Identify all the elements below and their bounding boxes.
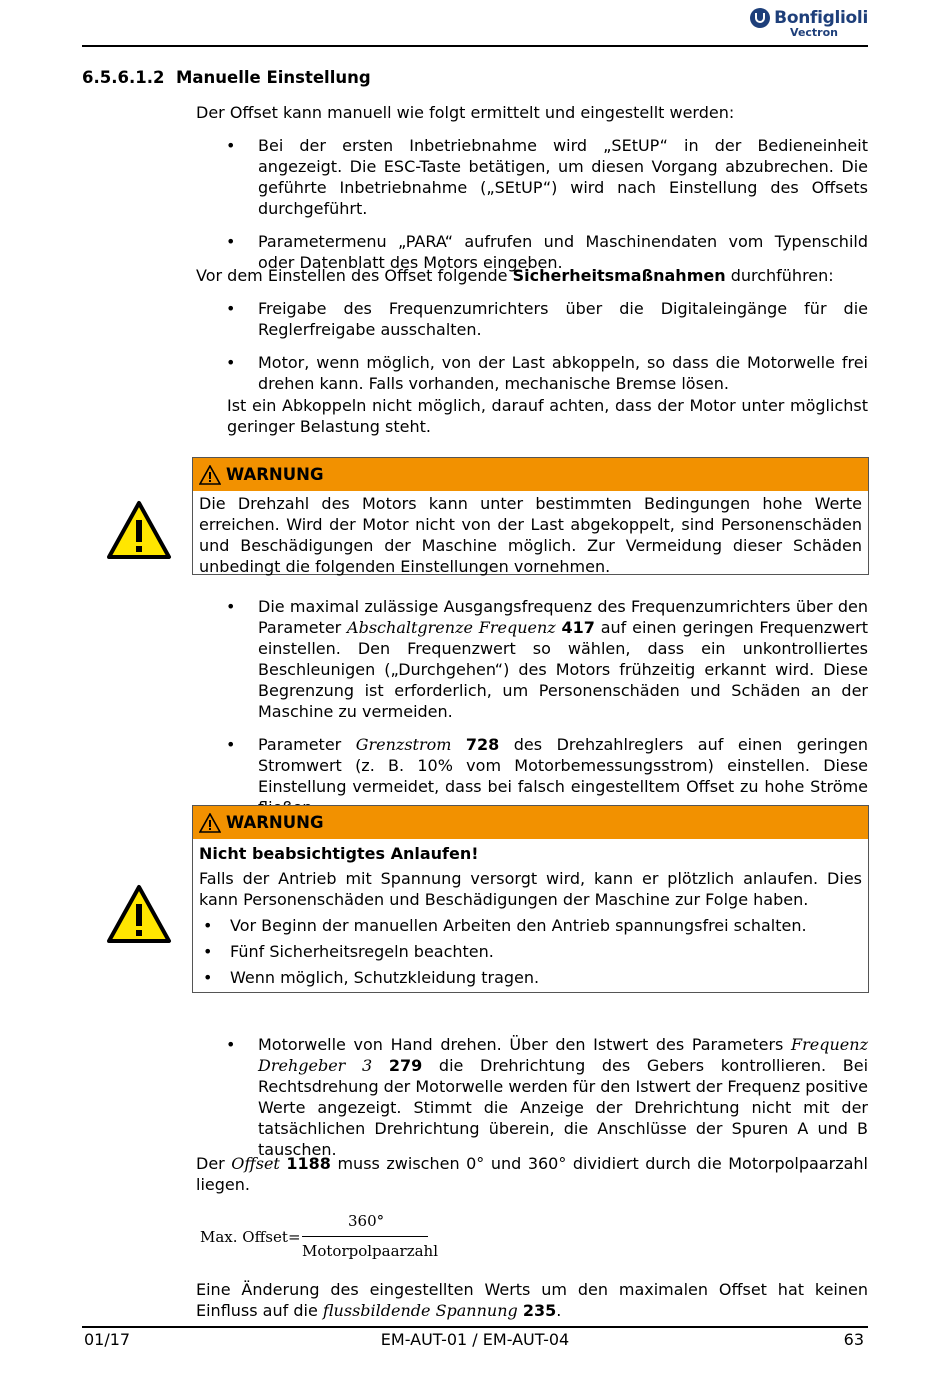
- section-heading: [82, 68, 371, 87]
- warning-title: Nicht beabsichtigtes Anlaufen!: [199, 844, 479, 863]
- safety-intro-after: durchführen:: [725, 266, 834, 285]
- safety-intro-before: Vor dem Einstellen des Offset folgende: [196, 266, 513, 285]
- warning-triangle-icon: [199, 813, 221, 833]
- warning-triangle-icon: [199, 465, 221, 485]
- footer-doc-id: EM-AUT-01 / EM-AUT-04: [380, 1330, 570, 1349]
- list-item: • Die maximal zulässige Ausgangsfrequenz des Frequenzumrichters über den Parameter Abschaltgrenze Frequenz 417 auf einen geringen Frequenzwert einstellen. Den Frequenzwert so wählen, dass ein unkontrolliertes Beschleunigen („Durchgehen“) des Motors frühzeitig erkannt wird. Diese Begrenzung ist erforderlich, um Personenschäden und Schäden an der Maschine zu vermeiden.: [196, 596, 868, 722]
- list-item: • Motor, wenn möglich, von der Last abkoppeln, so dass die Motorwelle frei drehen kann. Falls vorhanden, mechanische Bremse lösen.: [196, 352, 868, 394]
- decouple-note: Ist ein Abkoppeln nicht möglich, darauf achten, dass der Motor unter möglichst geringer Belastung steht.: [227, 396, 868, 436]
- intro-paragraph: [196, 102, 868, 123]
- offset-formula: [198, 1208, 438, 1268]
- parameter-name: flussbildende Spannung: [322, 1301, 518, 1320]
- parameter-name: Frequenz Drehgeber 3: [258, 1035, 868, 1075]
- parameter-number: 235: [522, 1301, 557, 1320]
- parameter-name: Grenzstrom: [355, 735, 452, 754]
- list-item: • Parametermenu „PARA“ aufrufen und Maschinendaten vom Typenschild oder Datenblatt des Motors eingeben.: [196, 231, 868, 273]
- warning-label: WARNUNG: [226, 813, 324, 832]
- brand-name: Bonfiglioli: [774, 8, 868, 28]
- list-item: • Motorwelle von Hand drehen. Über den Istwert des Parameters Frequenz Drehgeber 3 279 die Drehrichtung des Gebers kontrollieren. Bei Rechtsdrehung der Motorwelle werden für den Istwert der Frequenz positive Werte angezeigt. Stimmt die Anzeige der Drehrichtung nicht mit der tatsächlichen Drehrichtung überein, die Anschlüsse der Spuren A und B tauschen.: [196, 1034, 868, 1160]
- warning-list-item: • Vor Beginn der manuellen Arbeiten den Antrieb spannungsfrei schalten.: [199, 915, 862, 936]
- parameter-number: 728: [465, 735, 500, 754]
- warning-text: Die Drehzahl des Motors kann unter bestimmten Bedingungen hohe Werte erreichen. Wird der Motor nicht von der Last abgekoppelt, sind Personenschäden und Beschädigungen der Maschine möglich. Zur Vermeidung dieser Schäden unbedingt die folgenden Einstellungen vornehmen.: [199, 494, 862, 576]
- formula-numerator: 360°: [348, 1212, 385, 1230]
- warning-header: [193, 458, 868, 491]
- warning-box: [192, 805, 869, 993]
- warning-box: [192, 457, 869, 575]
- bullet-list-d: [196, 1034, 868, 1160]
- warning-list-item: • Fünf Sicherheitsregeln beachten.: [199, 941, 862, 962]
- footer-date: 01/17: [84, 1330, 131, 1349]
- fraction-line: [302, 1236, 428, 1237]
- bullet-list-c: [196, 596, 868, 818]
- list-item: • Freigabe des Frequenzumrichters über die Digitaleingänge für die Reglerfreigabe ausschalten.: [196, 298, 868, 340]
- page-number: 63: [843, 1330, 864, 1349]
- brand-sub: Vectron: [790, 26, 838, 39]
- hazard-warning-icon: [106, 500, 172, 560]
- bonfiglioli-logo-icon: [750, 8, 770, 28]
- footer-rule: [82, 1326, 868, 1328]
- intro-text: Der Offset kann manuell wie folgt ermittelt und eingestellt werden:: [196, 103, 735, 122]
- bullet-list-a: [196, 135, 868, 273]
- formula-equals: =: [288, 1228, 301, 1246]
- hazard-warning-icon: [106, 884, 172, 944]
- formula-denominator: Motorpolpaarzahl: [302, 1242, 439, 1260]
- bullet-list-b: [196, 298, 868, 394]
- warning-content: [193, 839, 868, 988]
- section-number: 6.5.6.1.2: [82, 68, 165, 87]
- safety-intro: [196, 265, 868, 286]
- warning-text: Falls der Antrieb mit Spannung versorgt wird, kann er plötzlich anlaufen. Dies kann Personenschäden und Beschädigungen der Maschine zur Folge haben.: [199, 869, 862, 909]
- parameter-name: Abschaltgrenze Frequenz: [347, 618, 556, 637]
- section-title: Manuelle Einstellung: [175, 68, 371, 87]
- parameter-number: 417: [561, 618, 595, 637]
- parameter-name: Offset: [231, 1154, 280, 1173]
- formula-lhs: Max. Offset: [200, 1228, 288, 1246]
- brand-logo: [748, 8, 868, 46]
- warning-header: [193, 806, 868, 839]
- warning-list-item: • Wenn möglich, Schutzkleidung tragen.: [199, 967, 862, 988]
- header-rule: [82, 45, 868, 47]
- final-paragraph: Eine Änderung des eingestellten Werts um den maximalen Offset hat keinen Einfluss auf die flussbildende Spannung 235.: [196, 1280, 868, 1320]
- parameter-number: 279: [388, 1056, 423, 1075]
- list-item: • Parameter Grenzstrom 728 des Drehzahlreglers auf einen geringen Stromwert (z. B. 10% vom Motorbemessungsstrom) einstellen. Diese Einstellung vermeidet, dass bei falsch eingestelltem Offset zu hohe Ströme: [196, 734, 868, 818]
- offset-paragraph: Der Offset 1188 muss zwischen 0° und 360° dividiert durch die Motorpolpaarzahl liegen.: [196, 1154, 868, 1194]
- parameter-number: 1188: [286, 1154, 331, 1173]
- safety-intro-bold: Sicherheitsmaßnahmen: [512, 266, 726, 285]
- warning-label: WARNUNG: [226, 465, 324, 484]
- list-item: • Bei der ersten Inbetriebnahme wird „SEtUP“ in der Bedieneinheit angezeigt. Die ESC-Taste betätigen, um diesen Vorgang abzubrechen. Die geführte Inbetriebnahme („SEtUP“) wird nach Einstellung des Offsets durchgeführt.: [196, 135, 868, 219]
